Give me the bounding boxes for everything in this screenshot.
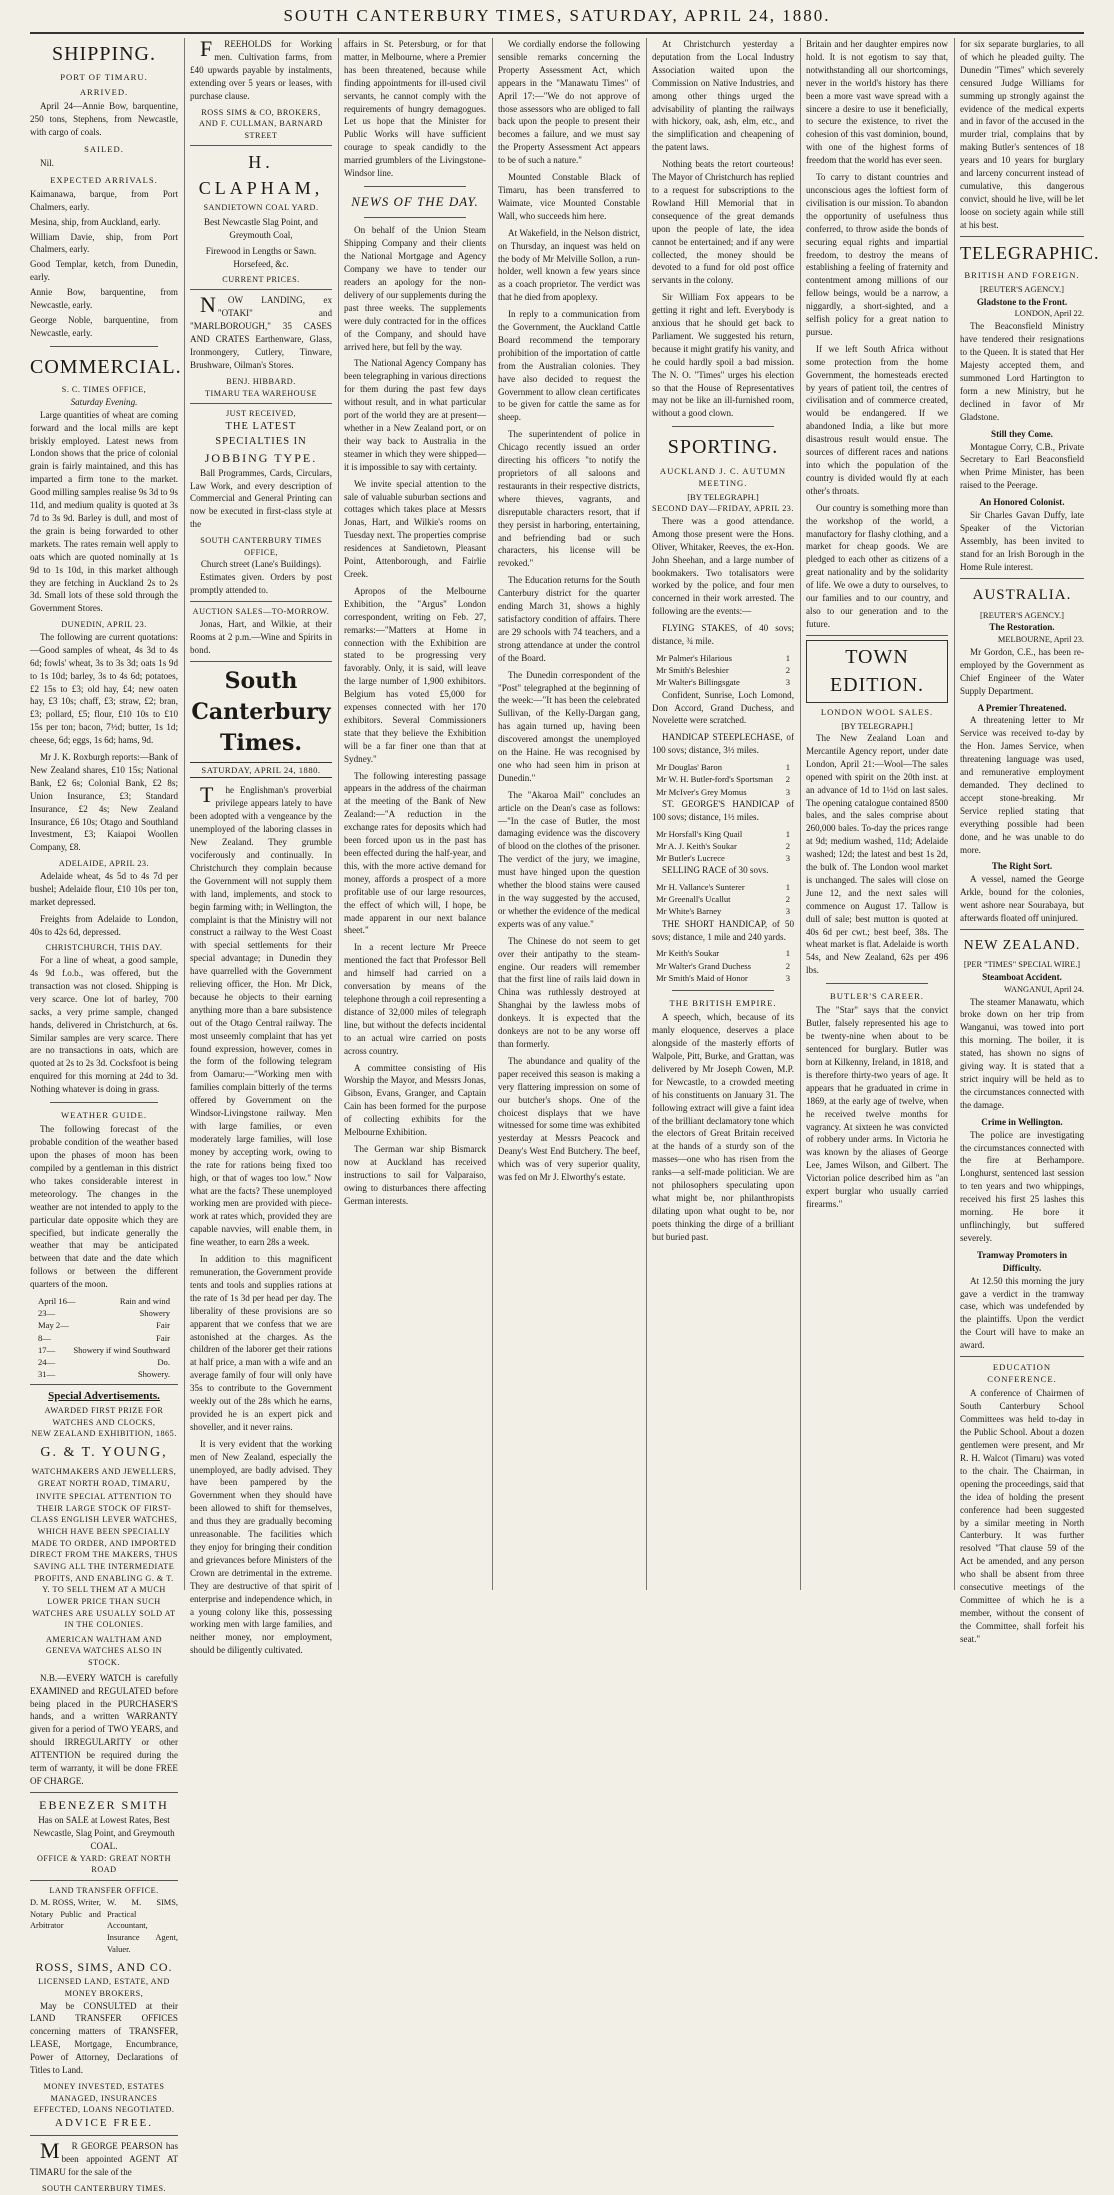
- still-text: Montague Corry, C.B., Private Secretary to Earl Beaconsfield when Prime Minister, has been raised to the Peerage.: [960, 441, 1084, 491]
- hibbard-name: BENJ. HIBBARD.: [226, 376, 296, 386]
- divider: [672, 990, 774, 991]
- telegraphic-heading: TELEGRAPHIC.: [960, 242, 1100, 263]
- news-item: In a recent lecture Mr Preece mentioned the fact that Professor Bell and himself had carried on a conversation by means of the telephone through a coil representing a distance of 32,000 miles of telegraph line, but without the defects incidental to an actual wire carried on posts across country.: [344, 942, 486, 1056]
- smith-body: Has on SALE at Lowest Rates, Best Newcastle, Slag Point, and Greymouth COAL.: [33, 1814, 175, 1851]
- empire-heading: THE BRITISH EMPIRE.: [669, 998, 777, 1009]
- race-result: Mr White's Barney 3: [656, 906, 790, 917]
- divider: [960, 236, 1084, 237]
- right-heading: The Right Sort.: [991, 861, 1053, 872]
- steamboat-heading: Steamboat Accident.: [982, 971, 1062, 982]
- empire-continued: If we left South Africa without some protection from the home Government, the homesteads erected by years of patient toil, the centres of civilisation and of commerce created, would be endangered. If we abandoned India, a like but more disastrous result would ensue. The sources of different races and nations into which the population of the country is divided would fly at each other's throats.: [806, 343, 948, 496]
- clapham-horsefeed: Horsefeed, &c.: [233, 258, 289, 269]
- divider: [190, 145, 332, 146]
- divider: [30, 1384, 178, 1385]
- list-item: Annie Bow, barquentine, from Newcastle, early.: [30, 287, 178, 311]
- landing-ad: NOW LANDING, ex "OTAKI" and "MARLBOROUGH," 35 CASES AND CRATES Earthenware, Glass, Ironmongery, Cutlery, Tinware, Brushware, Oilman's Stores.: [190, 292, 332, 370]
- list-item: Good Templar, ketch, from Dunedin, early.: [30, 259, 178, 283]
- sporting-sub: AUCKLAND J. C. AUTUMN MEETING.: [659, 465, 787, 488]
- australia-heading: AUSTRALIA.: [972, 586, 1072, 603]
- list-item: George Noble, barquentine, from Newcastle, early.: [30, 314, 178, 338]
- young-name: G. & T. YOUNG,: [40, 1445, 168, 1460]
- port-heading: PORT OF TIMARU.: [60, 72, 148, 83]
- list-item: Kaimanawa, barque, from Port Chalmers, early.: [30, 188, 178, 212]
- clapham-name: H. CLAPHAM,: [198, 152, 324, 198]
- wool-heading: LONDON WOOL SALES.: [820, 706, 934, 717]
- race-result: Mr W. H. Butler-ford's Sportsman 2: [656, 774, 790, 785]
- commercial-date: Saturday Evening.: [70, 396, 138, 407]
- telegraphic-sub: BRITISH AND FOREIGN.: [964, 270, 1080, 281]
- sporting-intro: There was a good attendance. Among those present were the Hons. Oliver, Whitaker, Reeves, the ex-Hon. John Sheehan, and a large number of bookmakers. Two totalisators were worked by the police, and four men concerned in their work arrested. The following are the events:—: [652, 515, 794, 617]
- divider: [672, 426, 774, 427]
- divider: [30, 1880, 178, 1881]
- steamboat-date: WANGANUI, April 24.: [1003, 984, 1084, 994]
- race-title: ST. GEORGE'S HANDICAP of 100 sovs; distance, 1½ miles.: [652, 798, 794, 822]
- leader-paragraph: In addition to this magnificent remuneration, the Government provide tents and tools and supplies rations at the rate of 1s 3d per head per day. The liberality of these provisions are so apparent that we confess that we are astonished at the charges. As the children of the laborer get their rations at half price, a man with a wife and an average family of four will only have 35s to contribute to the Government weekly out of the 28s which he earns, provided he is an expert pick and shoveller, and it never rains.: [190, 1254, 332, 1432]
- shares-text: Mr J. K. Roxburgh reports:—Bank of New Zealand shares, £10 15s; National Bank, £2 6s; Colonial Bank, £2 8s; Union Insurance, £3; Standard Insurance, £2 4s; New Zealand Insurance, £6 10s; Otago and Southland Investment, £3; Kaiapoi Woollen Company, £8.: [30, 752, 178, 853]
- race-title: FLYING STAKES, of 40 sovs; distance, ¾ mile.: [652, 623, 794, 647]
- commercial-text: Large quantities of wheat are coming forward and the local mills are kept briskly employed. Latest news from London shows that the price of colonial grain is fairly maintained, and this has imparted a firm tone to the market. Good milling samples realise 9s 3d to 9s 11d, and medium quality is quoted at 3s 7d to 3s 9d. Barley is dull, and most of the grain is being forwarded to other markets. The rates remain well apply to oats which are quoted nominally at 1s 9d to 1s 10d, in this market although they are fetching in Auckland 2s to 2s 3d. Small lots of these sold through the Government Stores.: [30, 409, 178, 614]
- column-rule: [338, 38, 339, 1590]
- honor-heading: An Honored Colonist.: [979, 497, 1065, 508]
- wool-report: The New Zealand Loan and Mercantile Agency report, under date London, April 21:—Wool—The sales opened with spirit on the 20th inst. at an advance of 1d to 1½d on last sales. The opening catalogue contained 8500 bales, and the sales comprise about 260,000 bales. To-day the prices range at 9d; medium washed, 11d; Adelaide washed; 12d; the latest and best 1s 2d, the bulk of. The London wool market is unchanged. The sales will close on June 12, and the next sales will commence on August 17. Tallow is dull of sale; best mutton is quoted at 40s 6d per cwt.; best beef, 38s. The wheat market is flat. Adelaide is worth 54s, and New Zealand, 62s per 496 lbs.: [806, 732, 948, 976]
- restoration-text: Mr Gordon, C.E., has been re-employed by the Government as Chief Engineer of the Water Supply Department.: [960, 646, 1084, 696]
- clapham-firewood: Firewood in Lengths or Sawn.: [205, 246, 317, 256]
- sporting-date: SECOND DAY—FRIDAY, APRIL 23.: [652, 504, 794, 514]
- weather-table: [30, 1295, 178, 1380]
- weather-heading: WEATHER GUIDE.: [60, 1110, 148, 1121]
- paper-date: SATURDAY, APRIL 24, 1880.: [190, 762, 332, 778]
- table-row: April 16— Rain and wind: [38, 1296, 170, 1307]
- table-row: 24— Do.: [38, 1357, 170, 1368]
- race-title: THE SHORT HANDICAP, of 50 sovs; distance, 1 mile and 240 yards.: [652, 918, 794, 942]
- race-result: Mr Douglas' Baron 1: [656, 762, 790, 773]
- empire-text: A speech, which, because of its manly eloquence, deserves a place alongside of the masterly efforts of Walpole, Pitt, Burke, and Grattan, was delivered by Mr Joseph Cowen, M.P. for Newcastle, to a crowded meeting of his constituents on January 31. The following extract will give a faint idea of the brilliant declamatory tone which the electors of Great Britain received at the hands of a sturdy son of the masses—one who has risen from the ranks—a self-made politician. We are not philosophers speculating upon what might be, nor philanthropists dilating upon what ought to be, nor poets thinking the dirge of a brilliant but buried past.: [652, 1012, 794, 1242]
- threat-text: A threatening letter to Mr Service was received to-day by the Hon. James Service, when threatening language was used, and remunerative employment demanded. They declined to accept stone-breaking. Mr Service replied stating that everything possible had been done, and he was unable to do more.: [960, 715, 1084, 855]
- specialties: THE LATEST SPECIALTIES IN: [215, 420, 307, 447]
- divider: [364, 186, 466, 187]
- table-row: 31— Showery.: [38, 1369, 170, 1380]
- auction-text: Jonas, Hart, and Wilkie, at their Rooms at 2 p.m.—Wine and Spirits in bond.: [190, 618, 332, 655]
- young-body: INVITE SPECIAL ATTENTION TO THEIR LARGE STOCK OF FIRST-CLASS ENGLISH LEVER WATCHES, WHICH HAVE BEEN SPECIALLY MADE TO ORDER, AND IMPORTED DIRECT FROM THE MAKERS, THUS SAVING ALL THE INTERMEDIATE PROFITS, AND ENABLING G. & T. Y. TO SELL THEM AT A MUCH LOWER PRICE THAN SUCH WATCHES ARE USUALLY SOLD AT IN THE COLONIES.: [30, 1492, 178, 1630]
- gladstone-text: The Beaconsfield Ministry have tendered their resignations to the Queen. It is stated that Her Majesty accepted them, and summoned Lord Hartington to form a new Ministry, but he declined in favor of Mr Gladstone.: [960, 321, 1084, 422]
- column-rule: [800, 38, 801, 1590]
- land-partners: D. M. ROSS, Writer, Notary Public and Arbitrator W. M. SIMS, Practical Accountant, Insurance Agent, Valuer.: [30, 1897, 178, 1955]
- column-5: [652, 38, 794, 1590]
- news-heading: NEWS OF THE DAY.: [351, 193, 479, 209]
- race-result: Mr Greenall's Ucallut 2: [656, 894, 790, 905]
- career-heading: BUTLER'S CAREER.: [830, 991, 924, 1002]
- empire-continued: To carry to distant countries and unconscious ages the loftiest form of civilisation is our mission. To abandon the opportunity of usefulness thus conferred, to throw aside the bonds of securing equal rights and impartial freedom, to destroy the means of establishing a feeling of fraternity and contentment among millions of our fellow beings, would be a narrow, a niggardly, a short-sighted, and a selfish policy for a great nation to pursue.: [806, 172, 948, 337]
- masthead: SOUTH CANTERBURY TIMES, SATURDAY, APRIL 24, 1880.: [283, 6, 831, 25]
- sailed-text: Nil.: [40, 157, 54, 168]
- jobbing-type: JOBBING TYPE.: [204, 450, 318, 465]
- sailed-label: SAILED.: [84, 143, 124, 154]
- news-item: We invite special attention to the sale of valuable suburban sections and cottages which takes place at Messrs Jonas, Hart, and Wilkie's rooms on Tuesday next. The properties comprise residences at Sandietown, Pleasant Point, Attenborough, and Fairlie Creek.: [344, 478, 486, 579]
- column-rule: [954, 38, 955, 1590]
- adelaide-label: ADELAIDE, APRIL 23.: [58, 859, 150, 869]
- divider: [50, 346, 158, 347]
- column-1: [30, 38, 182, 2194]
- ross-name: ROSS, SIMS, AND CO.: [35, 1960, 173, 1975]
- gladstone-date: LONDON, April 22.: [1014, 309, 1084, 319]
- crime-heading: Crime in Wellington.: [981, 1116, 1063, 1127]
- divider: [190, 601, 332, 602]
- pearson-notice: MR GEORGE PEARSON has been appointed AGENT AT TIMARU for the sale of the: [30, 2138, 178, 2178]
- race-note: Confident, Sunrise, Loch Lomond, Don Accord, Grand Duchess, and Novelette were scratched.: [652, 689, 794, 726]
- table-row: 23— Showery: [38, 1308, 170, 1319]
- arrived-text: April 24—Annie Bow, barquentine, 250 tons, Stephens, from Newcastle, with cargo of coals.: [30, 100, 178, 137]
- smith-office: OFFICE & YARD: GREAT NORTH ROAD: [37, 1853, 171, 1875]
- empire-continued: Britain and her daughter empires now hold. It is not egotism to say that, notwithstanding all our shortcomings, never in the world's history has there been a more vast wave spread with a sincere a desire to use it beneficially, to secure the existence, to rivet the cohesion of this vast dominion, bound, with one of the highest forms of freedom that the world has ever seen.: [806, 39, 948, 166]
- career-text: The "Star" says that the convict Butler, falsely represented his age to be twenty-nine when about to be sentenced for burglary. Butler was born at Kilkenny, Ireland, in 1818, and is therefore thirty-two years of age. It appears that he graduated in crime in 1869, at the early age of twelve, when he received twelve months for vagrancy. At sixteen he was convicted of robbery under arms. In Victoria he was known by the aliases of George Lee, James Wilson, and Gilbert. The Victorian police described him as "an expert burglar who usually carried firearms.": [806, 1005, 948, 1209]
- smith-name: EBENEZER SMITH: [39, 1797, 169, 1812]
- christchurch-label: CHRISTCHURCH, THIS DAY.: [45, 943, 163, 953]
- expected-label: EXPECTED ARRIVALS.: [50, 174, 158, 185]
- race-title: HANDICAP STEEPLECHASE, of 100 sovs; distance, 3½ miles.: [652, 732, 794, 756]
- race-result: Mr Butler's Lucrece 3: [656, 852, 790, 863]
- news-item: On behalf of the Union Steam Shipping Company and their clients the National Mortgage and Agency Company we have to tender our readers an apology for the non-delivery of our supplements during the past three weeks. The supplements were duly contracted for in the offices of the Company, and should have arrived here, but fell by the way.: [344, 225, 486, 352]
- column-6: [806, 38, 948, 1590]
- news-item: The following interesting passage appears in the address of the chairman at the meeting of the Bank of New Zealand:—"A reduction in the exchange rates for deposits which had been forced upon us in the past has been effected during the half-year, and this, with the more active demand for money, affords a prospect of a more profitable use of our large resources, the effect of which will, I hope, be made apparent in our next balance sheet.": [344, 770, 486, 936]
- right-text: A vessel, named the George Arkle, bound for the colonies, went ashore near Sourabaya, but afterwards floated off uninjured.: [960, 874, 1084, 924]
- nz-telegraph: [PER "TIMES" SPECIAL WIRE.]: [963, 959, 1081, 969]
- divider: [960, 1356, 1084, 1357]
- leader-paragraph: It is very evident that the working men of New Zealand, especially the unemployed, are badly advised. They have been pampered by the Government when they should have been allowed to shift for themselves, and thus they are gradually becoming unreasonable. The facilities which they enjoy for bringing their condition and grievances before Ministers of the Crown are detrimental in the extreme. They are destructive of that spirit of enterprise and independence which, in a young colony like this, possessing working men with large families, and neither money, nor employment, should be diligently cultivated.: [190, 1438, 332, 1656]
- reuter-label: [REUTER'S AGENCY.]: [980, 609, 1064, 620]
- hibbard-addr: TIMARU TEA WAREHOUSE: [204, 388, 318, 398]
- news-item: Nothing beats the retort courteous! The Mayor of Christchurch has replied to a request for subscriptions to the Rowland Hill Memorial that in consequence of the great demands upon the people of late, the idea cannot be entertained; and if any were collected, the money should be devoted to a fund for old post office servants in the colony.: [652, 159, 794, 286]
- restoration-heading: The Restoration.: [989, 622, 1055, 633]
- divider: [826, 983, 928, 984]
- divider: [50, 1102, 158, 1103]
- news-item: The Chinese do not seem to get over their antipathy to the steam-engine. Our readers will remember that the first line of rails laid down in China was ruthlessly destroyed at Shanghai by the lawless mobs of donkeys. It is expected that the donkeys are not to be any worse off than formerly.: [498, 935, 640, 1049]
- news-item: Mounted Constable Black of Timaru, has been transferred to Waimate, vice Mounted Constable Wall, who succeeds him here.: [498, 172, 640, 221]
- tramway-text: At 12.50 this morning the jury gave a verdict in the tramway case, which was undefended by the plaintiffs. Upon the verdict the Court will have to make an award.: [960, 1275, 1084, 1351]
- town-edition-heading: TOWN EDITION.: [806, 640, 948, 703]
- column-3: [344, 38, 486, 1590]
- news-item: The abundance and quality of the paper received this season is making a very flattering impression on some of our butcher's shops. One of the choicest displays that we have witnessed for some time was exhibited yesterday at Messrs Peacock and Deany's West End Butchery. The beef, which was of very superior quality, was fed on Mr J. Elworthy's estate.: [498, 1055, 640, 1183]
- race-result: Mr Keith's Soukar 1: [656, 948, 790, 959]
- dunedin-text: The following are current quotations:—Good samples of wheat, 4s 3d to 4s 6d; fowls' wheat, 3s to 3s 3d; oats 1s 9d to 1s 10d; barley, 3s to 4s 6d; potatoes, £2 15s to £3; old hay, £4; new oaten hay, £3 10s; chaff, £3; straw, £2; bran, £3; pollard, £5; flour, £10 10s to £10 15s per ton; bacon, 7½d; butter, 1s 1d; cheese, 6d; eggs, 1s 6d; hams, 9d.: [30, 631, 178, 746]
- news-item: A committee consisting of His Worship the Mayor, and Messrs Jonas, Gibson, Evans, Granger, and Captain Cain has been formed for the purpose of collecting exhibits for the Melbourne Exhibition.: [344, 1062, 486, 1138]
- expected-list: [30, 188, 178, 340]
- news-item: At Christchurch yesterday a deputation from the Local Industry Association waited upon the Commission on Native Industries, and among other things urged the advisability of planting the railways with hickory, oak, ash, elm, etc., and the simplification and cheapening of the patent laws.: [652, 39, 794, 153]
- list-item: William Davie, ship, from Port Chalmers, early.: [30, 231, 178, 255]
- sporting-telegraph: [BY TELEGRAPH.]: [687, 492, 759, 503]
- race-result: Mr Walter's Grand Duchess 2: [656, 960, 790, 971]
- news-item: The Dunedin correspondent of the "Post" telegraphed at the beginning of the week:—"It has been the celebrated Sullivan, of the Kelly-Dargan gang, has again turned up, having been discovered amongst the unemployed on the Haine. He was recognised by one who had seen him in prison at Dunedin.": [498, 669, 640, 783]
- divider: [190, 403, 332, 404]
- town-telegraph: [BY TELEGRAPH.]: [841, 720, 913, 731]
- news-item: Apropos of the Melbourne Exhibition, the "Argus" London correspondent, writing on Feb. 27, remarks:—"Matters at Home in connection with the Exhibition are stated to be progressing very favorably. Only, it is said, will leave the large number of 1,900 exhibitors. Belgium has voted £5,000 for expenses connected with her 170 exhibitors. Several Commissioners state that they believe the Exhibition will be a far finer one than that at Sydney.": [344, 585, 486, 764]
- ross-body: May be CONSULTED at their LAND TRANSFER OFFICES concerning matters of TRANSFER, LEASE, Mortgage, Encumbrance, Power of Attorney, Declarations of Titles to Land.: [30, 2000, 178, 2076]
- column-7: [960, 38, 1100, 1644]
- steamboat-text: The steamer Manawatu, which broke down on her trip from Wanganui, was towed into port this morning. The boiler, it is stated, has shown no signs of giving way. It is stated that a strict inquiry will be held as to the circumstances connected with the damage.: [960, 996, 1084, 1110]
- tramway-heading: Tramway Promoters in Difficulty.: [976, 1249, 1068, 1273]
- weather-text: The following forecast of the probable condition of the weather based upon the phases of moon has been compiled by a gentleman in this district who takes considerable interest in meteorology. The changes in the weather are not intended to apply to the particular date opposite which they are specified, but indicate generally the weather that may be anticipated between that date and the date which follows or between the different quarters of the moon.: [30, 1124, 178, 1290]
- shipping-heading: SHIPPING.: [51, 43, 157, 65]
- list-item: Mesina, ship, from Auckland, early.: [30, 216, 161, 227]
- auction-heading: AUCTION SALES—TO-MORROW.: [192, 607, 330, 617]
- young-american: AMERICAN WALTHAM AND GENEVA WATCHES ALSO IN STOCK.: [45, 1634, 163, 1668]
- threat-heading: A Premier Threatened.: [977, 702, 1067, 713]
- christchurch-text: For a line of wheat, a good sample, 4s 9d f.o.b., was offered, but the transaction was not closed. Shipping is very scarce. One lot of barley, 700 sacks, a very prime sample, changed hands, delivered in Christchurch, at 6s. Similar samples are very scarce. There are no transactions in oats, which are quoted at 2s to 2s 3d. Cocksfoot is being enquired for this morning at 24d to 3d. Nothing whatever is doing in grass.: [30, 955, 178, 1095]
- clapham-sub: SANDIETOWN COAL YARD.: [203, 202, 319, 212]
- race-result: Mr Smith's Maid of Honor 3: [656, 972, 790, 983]
- race-result: Mr A. J. Keith's Soukar 2: [656, 840, 790, 851]
- reuter-label: [REUTER'S AGENCY.]: [980, 284, 1064, 295]
- news-item: The German war ship Bismarck now at Auckland has received instructions to sail for Valparaiso, owing to disturbances there affecting German interests.: [344, 1143, 486, 1206]
- freeholds-ad: FREEHOLDS for Working men. Cultivation farms, from £40 upwards payable by instalments, extending over 5 years or leases, with purchase clause.: [190, 36, 332, 101]
- race-result: Mr Horsfall's King Quail 1: [656, 828, 790, 839]
- nz-heading: NEW ZEALAND.: [963, 937, 1081, 953]
- divider: [190, 661, 332, 662]
- race-title: SELLING RACE of 30 sovs.: [662, 865, 769, 876]
- sporting-heading: SPORTING.: [667, 436, 779, 459]
- divider: [806, 635, 948, 636]
- commercial-heading: COMMERCIAL.: [30, 355, 182, 378]
- column-rule: [646, 38, 647, 1590]
- masthead-rule: [30, 32, 1084, 34]
- special-ads-heading: Special Advertisements.: [48, 1390, 160, 1403]
- office-name: SOUTH CANTERBURY TIMES OFFICE,: [200, 536, 322, 557]
- divider: [190, 289, 332, 290]
- race-result: Mr H. Vallance's Sunterer 1: [656, 882, 790, 893]
- clapham-body: Best Newcastle Slag Point, and Greymouth Coal,: [204, 217, 318, 241]
- adelaide-text: Adelaide wheat, 4s 5d to 4s 7d per bushel; Adelaide flour, £10 10s per ton, market depressed.: [30, 870, 178, 907]
- commercial-office: S. C. TIMES OFFICE,: [61, 385, 147, 395]
- ross-sub: LICENSED LAND, ESTATE, AND MONEY BROKERS,: [38, 1977, 170, 1998]
- divider: [30, 2135, 178, 2136]
- young-nb: N.B.—EVERY WATCH is carefully EXAMINED and REGULATED before being placed in the PURCHASER'S hands, and a written WARRANTY given for a period of TWO YEARS, and should IRREGULARITY or other ATTENTION be required during the term of warranty, it will be done FREE OF CHARGE.: [30, 1672, 178, 1787]
- column-2: [190, 36, 332, 1656]
- news-item: Sir William Fox appears to be getting it right and left. Everybody is anxious that he should get back to Parliament. We suggested his return, because it might gratify his vanity, and he could hardly spoil a bad mission. The N. O. "Times" urges his election so that the House of Representatives may not be like an ill-furnished room, without a good clown.: [652, 292, 794, 419]
- column-rule: [184, 38, 185, 1590]
- pearson-paper: SOUTH CANTERBURY TIMES.: [41, 2184, 167, 2194]
- news-item: The superintendent of police in Chicago recently issued an order directing his officers "to notify the proprietors of all saloons and restaurants in their respective districts, where thieves, vagrants, and disreputable characters resort, that if they persist in harboring, entertaining, and befriending bad or such characters, his license will be revoked.": [498, 429, 640, 569]
- restoration-date: MELBOURNE, April 23.: [997, 635, 1084, 644]
- land-heading: LAND TRANSFER OFFICE.: [49, 1885, 159, 1895]
- divider: [364, 217, 466, 218]
- office-addr: Church street (Lane's Buildings).: [200, 559, 322, 570]
- honor-text: Sir Charles Gavan Duffy, late Speaker of the Victorian Assembly, has been invited to stand for an Irish Borough in the Home Rule interest.: [960, 510, 1084, 572]
- news-item: The "Akaroa Mail" concludes an article on the Dean's case as follows:—"In the case of Butler, the most damaging evidence was the discovery of blood on the clothes of the prisoner. The verdict of the jury, we imagine, must have hinged upon the question whether the blood stains were caused in the way suggested by the accused, or whether the evidence of the medical experts was of any value.": [498, 789, 640, 929]
- divider: [30, 1792, 178, 1793]
- jobbing-body: Ball Programmes, Cards, Circulars, Law Work, and every description of Commercial and General Printing can now be executed in first-class style at the: [190, 467, 332, 530]
- news-item: In reply to a communication from the Government, the Auckland Cattle Board recommend the temporary prohibition of the importation of cattle from the Australian colonies. They have also decided to request the Government to allow clean certificates to be given for cattle the same as for sheep.: [498, 309, 640, 423]
- young-addr: GREAT NORTH ROAD, TIMARU,: [37, 1478, 171, 1488]
- empire-continued: Our country is something more than the workshop of the world, a manufactory for flashy clothing, and a market for cheap goods. We are pledged to each other as citizens of a great nationality and by the solidarity of life. We owe a duty to ourselves, to our families and to our country, and also to our generation and to the future.: [806, 502, 948, 629]
- freeholds-agent: ROSS SIMS & CO, BROKERS,: [201, 107, 321, 117]
- arrived-label: ARRIVED.: [79, 86, 129, 97]
- news-item: At Wakefield, in the Nelson district, on Thursday, an inquest was held on the body of Mr Melville Sollon, a run-holder, well known a few years since as a coach proprietor. The verdict was that he died from apoplexy.: [498, 227, 640, 303]
- race-result: Mr McIver's Grey Momus 3: [656, 786, 790, 797]
- award-line: AWARDED FIRST PRIZE FOR: [44, 1406, 164, 1416]
- news-item: The National Agency Company has been telegraphing in various directions for them during the past few days without result, and in what particular port of the world they are at present—whether in a New Zealand port, or on their way back to Australia in the steamer in which they were shipped—it is impossible to say with certainty.: [344, 358, 486, 472]
- divider: [960, 929, 1084, 930]
- just-received: JUST RECEIVED,: [225, 409, 297, 419]
- young-sub: WATCHMAKERS AND JEWELLERS,: [31, 1466, 177, 1476]
- race-result: Mr Walter's Billingsgate 3: [656, 677, 790, 688]
- table-row: May 2— Fair: [38, 1320, 170, 1331]
- column-4: [498, 38, 640, 1590]
- education-heading: EDUCATION CONFERENCE.: [987, 1362, 1057, 1385]
- crime-text: The police are investigating the circumstances connected with the fire at Berhampore. Longhurst, sentenced last session to ten years and two whippings, received his first 25 lashes this morning. He bore it unflinchingly, but suffered severely.: [960, 1129, 1084, 1243]
- education-text: A conference of Chairmen of South Canterbury School Committees was held to-day in the Public School. About a dozen gentlemen were present, and Mr R. H. Walcot (Timaru) was voted to the chair. The Chairman, in opening the proceedings, said that the idea of holding the present conference had been suggested by a similar meeting in North Canterbury. It was further resolved "That clause 59 of the Act be amended, and any person who shall be absent from three consecutive meetings of the Committee of which he is a member, without the consent of the Committee, shall forfeit his seat.": [960, 1388, 1084, 1644]
- freights-text: Freights from Adelaide to London, 40s to 42s 6d, depressed.: [30, 913, 178, 937]
- table-row: 8— Fair: [38, 1332, 170, 1343]
- still-heading: Still they Come.: [991, 428, 1053, 439]
- dunedin-label: DUNEDIN, APRIL 23.: [61, 620, 147, 630]
- leader-paragraph: The Englishman's proverbial privilege appears lately to have been adopted with a vengeance by the unemployed of the laboring classes in New Zealand. They grumble vociferously and continually. In Christchurch they complain because the Government will not supply them with land, implements, and stock to begin farming with; in Wellington, the complaint is that the Ministry will not construct a railway to the West Coast with special settlements for their special advantage; in Dunedin they have quarrelled with the Government relieving officer, the Hon. Mr Dick, because he objects to their earning anything more than a bare subsistence out of the Otago Central railway. The most unseemly complaint that has yet found expression, however, comes in the form of the following telegram from Oamaru:—"Working men with families complain bitterly of the terms offered by Government on the Windsor-Livingstone railway. Men with large families, or even moderately large families, will lose money by accepting work, owing to the rate for rations being fixed too high, or that of wages too low." Now what are the facts? These unemployed working men are provided with piece-work at rates which, provided they are capable navvies, will enable them, in fine weather, to earn 28s a week.: [190, 782, 332, 1248]
- news-item: We cordially endorse the following sensible remarks concerning the Property Assessment Act, which appears in the "Manawatu Times" of April 17:—"We do not approve of those assessors who are obliged to fall back upon the people to present their becomes a failure, and we must say the Property Assessment Act appears to be of such a nature.": [498, 39, 640, 166]
- award-line: NEW ZEALAND EXHIBITION, 1865.: [31, 1429, 177, 1439]
- gladstone-heading: Gladstone to the Front.: [976, 296, 1068, 307]
- race-result: Mr Palmer's Hilarious 1: [656, 652, 790, 663]
- leader-continued: affairs in St. Petersburg, or for that matter, in Melbourne, where a Premier has been threatened, because while finding appointments for ill-used civil servants, he cannot comply with the requirements of hungry demagogues. Let us hope that the Minister for Public Works will have sufficient courage to speak candidly to the married grumblers of the Livingstone-Windsor line.: [344, 39, 486, 179]
- column-rule: [492, 38, 493, 1590]
- estimates: Estimates given. Orders by post promptly attended to.: [190, 572, 332, 596]
- race-result: Mr Smith's Beleshier 2: [656, 665, 790, 676]
- career-continued: for six separate burglaries, to all of which he pleaded guilty. The Dunedin "Times" which severely censured Judge Williams for summing up strongly against the evidence of the medical experts and in favor of the accused in the murder trial, complains that by making Butler's sentences of 18 years and 10 years for burglary and larceny concurrent instead of cumulative, this dangerous convict, should he live, will be let loose on society again while still at his best.: [960, 39, 1084, 230]
- divider: [960, 578, 1084, 579]
- freeholds-agent: AND F. CULLMAN, BARNARD STREET: [199, 119, 323, 140]
- award-line: WATCHES AND CLOCKS,: [52, 1417, 156, 1427]
- paper-title: South Canterbury Times.: [191, 667, 331, 757]
- table-row: 17— Showery if wind Southward: [38, 1344, 170, 1355]
- ross-advice: ADVICE FREE.: [55, 2116, 153, 2129]
- clapham-prices: CURRENT PRICES.: [222, 274, 300, 284]
- news-item: The Education returns for the South Canterbury district for the quarter ending March 31, shows a highly satisfactory condition of affairs. There are 29 schools with 74 teachers, and a strong attendance at under the control of the Board.: [498, 575, 640, 663]
- ross-money: MONEY INVESTED, ESTATES MANAGED, INSURANCES EFFECTED, LOANS NEGOTIATED.: [33, 2081, 175, 2115]
